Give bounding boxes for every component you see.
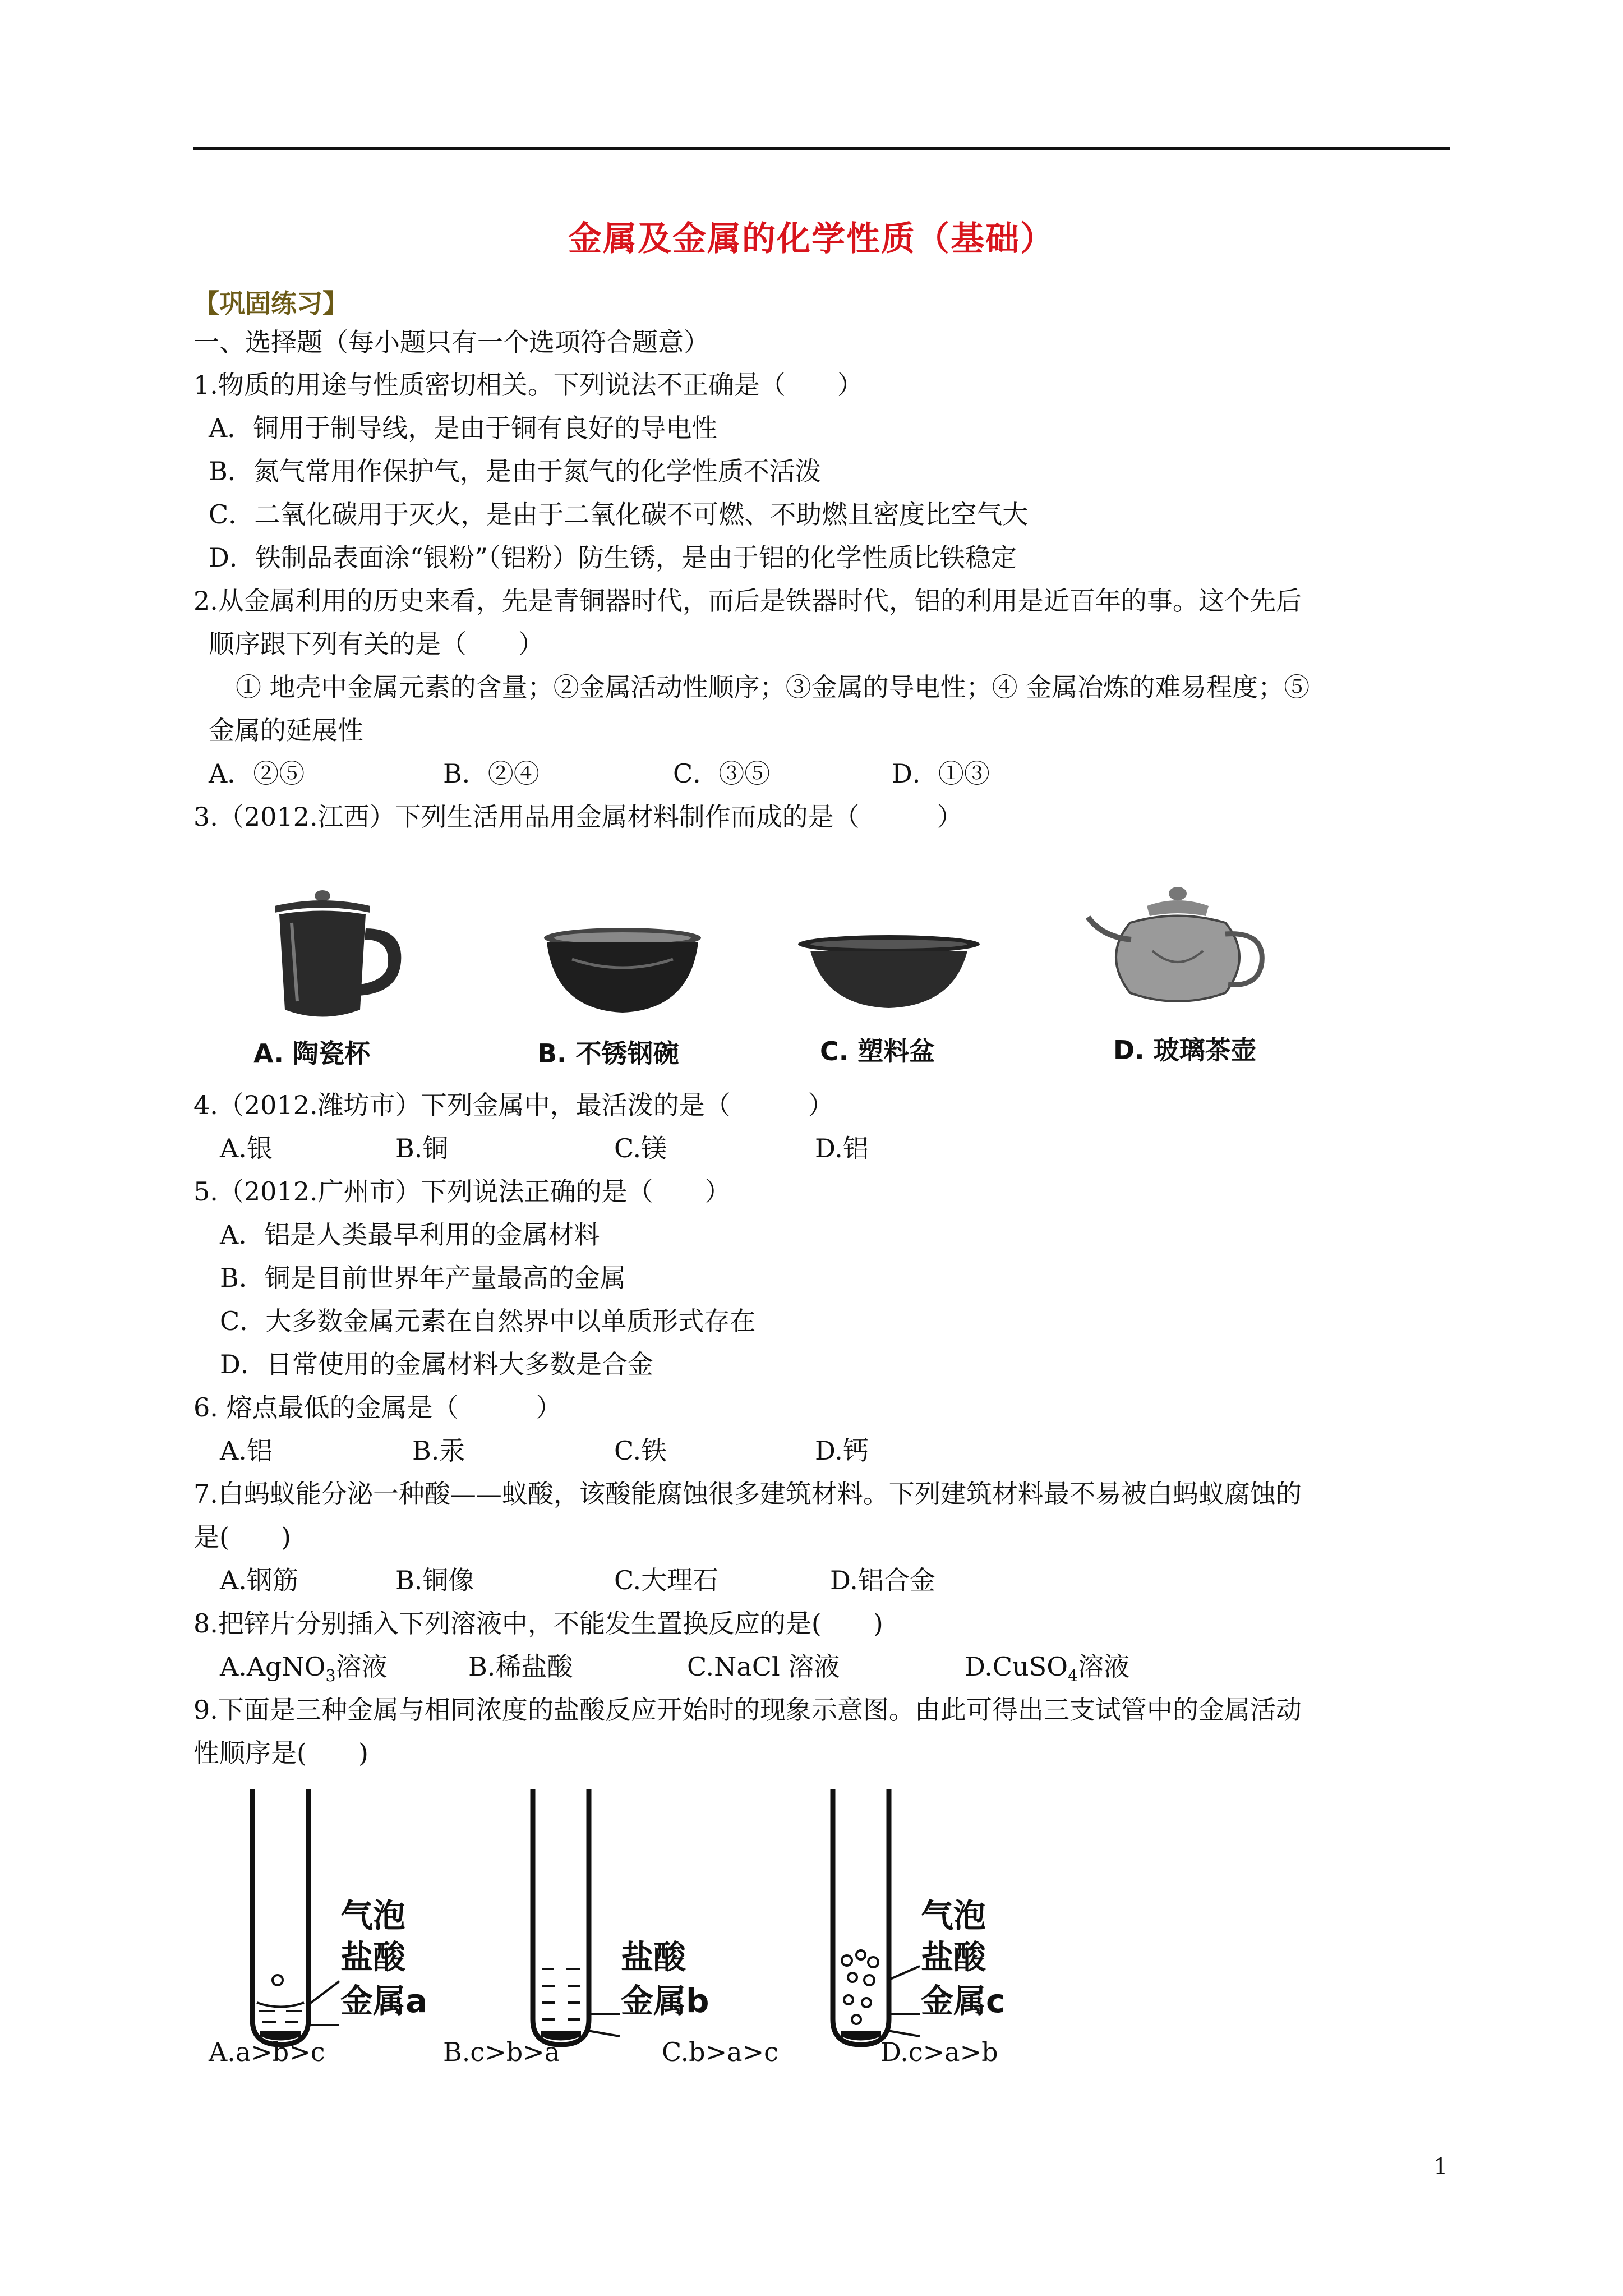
q8-option-a[interactable] [220,1650,388,1693]
q2-option-b[interactable]: B．②④ [443,758,540,789]
q7-option-b[interactable]: B.铜像 [395,1565,474,1595]
q4-option-a[interactable]: A.银 [220,1133,273,1163]
q5-option-d[interactable]: D．日常使用的金属材料大多数是合金 [220,1349,653,1379]
q2-option-a[interactable]: A．②⑤ [209,758,305,789]
tube-c-acid-label: 盐酸 [921,1938,986,1976]
q2-options [0,757,1623,790]
q8-option-a-prefix: A.AgNO [220,1651,326,1682]
q3-caption-c[interactable]: C. 塑料盆 [820,1036,935,1066]
q1-option-a[interactable]: A．铜用于制导线，是由于铜有良好的导电性 [209,413,718,443]
q3-caption-b[interactable]: B. 不锈钢碗 [537,1038,679,1069]
q9-option-b[interactable]: B.c>b>a [443,2037,560,2067]
q8-option-d-prefix: D.CuSO [965,1651,1068,1682]
q7-option-c[interactable]: C.大理石 [614,1565,719,1595]
q2-detail-line1: ① 地壳中金属元素的含量；②金属活动性顺序；③金属的导电性；④ 金属冶炼的难易程度；⑤ [236,672,1310,702]
q4-option-b[interactable]: B.铜 [395,1133,449,1163]
q6-option-b[interactable]: B.汞 [412,1435,465,1466]
q1-option-d[interactable]: D．铁制品表面涂“银粉”（铝粉）防生锈，是由于铝的化学性质比铁稳定 [209,542,1017,573]
test-tube-c [822,1789,900,2053]
q8-option-b[interactable]: B.稀盐酸 [468,1651,573,1682]
q9-stem-line1: 9.下面是三种金属与相同浓度的盐酸反应开始时的现象示意图。由此可得出三支试管中的金属活动 [193,1695,1302,1725]
q7-stem-line2: 是( ) [193,1522,291,1552]
q7-option-d[interactable]: D.铝合金 [830,1565,935,1595]
q8-options [0,1650,1623,1686]
q7-options [0,1563,1623,1597]
test-tube-a [241,1789,320,2053]
tube-a-bubble-label: 气泡 [340,1897,406,1935]
q5-option-b[interactable]: B．铜是目前世界年产量最高的金属 [220,1263,626,1293]
ceramic-cup-image [264,884,409,1027]
q5-option-c[interactable]: C．大多数金属元素在自然界中以单质形式存在 [220,1306,756,1336]
q4-stem: 4.（2012.潍坊市）下列金属中，最活泼的是（ ） [193,1090,834,1120]
q4-option-d[interactable]: D.铝 [815,1133,869,1163]
q3-stem: 3.（2012.江西）下列生活用品用金属材料制作而成的是（ ） [193,802,963,832]
q2-stem-line2: 顺序跟下列有关的是（ ） [209,629,544,659]
q9-option-a[interactable]: A.a>b>c [209,2037,325,2067]
q8-option-d[interactable] [965,1650,1129,1693]
q2-detail-line2: 金属的延展性 [209,715,363,746]
q9-stem-line2: 性顺序是( ) [193,1738,368,1768]
q6-options [0,1434,1623,1467]
q8-option-c[interactable]: C.NaCl 溶液 [687,1651,840,1682]
part-heading: 一、选择题（每小题只有一个选项符合题意） [193,327,709,357]
stainless-bowl-image [538,926,707,1018]
q6-stem: 6. 熔点最低的金属是（ ） [193,1392,562,1423]
q5-stem: 5.（2012.广州市）下列说法正确的是（ ） [193,1176,731,1207]
q4-option-c[interactable]: C.镁 [614,1133,667,1163]
tube-b-metal-label: 金属b [621,1982,709,2020]
tube-a-metal-label: 金属a [340,1982,428,2020]
q3-caption-a[interactable]: A. 陶瓷杯 [253,1038,370,1069]
q3-caption-d[interactable]: D. 玻璃茶壶 [1113,1035,1257,1065]
tube-c-metal-label: 金属c [921,1982,1006,2020]
header-rule [193,147,1450,150]
q9-option-c[interactable]: C.b>a>c [662,2037,778,2067]
q1-option-b[interactable]: B．氮气常用作保护气，是由于氮气的化学性质不活泼 [209,456,821,486]
q8-option-d-suffix: 溶液 [1078,1651,1130,1682]
q8-option-a-suffix: 溶液 [335,1651,388,1682]
q4-options [0,1131,1623,1165]
q7-option-a[interactable]: A.钢筋 [220,1565,298,1595]
q2-stem-line1: 2.从金属利用的历史来看，先是青铜器时代，而后是铁器时代，铝的利用是近百年的事。这个先后 [193,586,1302,616]
q8-option-d-subscript: 4 [1067,1667,1078,1686]
q9-option-d[interactable]: D.c>a>b [880,2037,998,2067]
q2-option-d[interactable]: D．①③ [892,758,990,789]
q8-stem: 8.把锌片分别插入下列溶液中，不能发生置换反应的是( ) [193,1608,883,1639]
q8-option-a-subscript: 3 [325,1667,336,1686]
q6-option-d[interactable]: D.钙 [815,1435,869,1466]
q9-options [0,2035,1623,2069]
glass-teapot-image [1085,884,1276,1010]
tube-b-acid-label: 盐酸 [621,1938,686,1976]
q6-option-c[interactable]: C.铁 [614,1435,667,1466]
tube-a-acid-label: 盐酸 [340,1938,406,1976]
q7-stem-line1: 7.白蚂蚁能分泌一种酸——蚁酸，该酸能腐蚀很多建筑材料。下列建筑材料最不易被白蚂蚁腐蚀的 [193,1479,1302,1509]
section-heading: 【巩固练习】 [193,288,348,319]
page-title: 金属及金属的化学性质（基础） [568,219,1055,259]
q1-option-c[interactable]: C．二氧化碳用于灭火，是由于二氧化碳不可燃、不助燃且密度比空气大 [209,499,1029,530]
q1-stem: 1.物质的用途与性质密切相关。下列说法不正确是（ ） [193,370,863,400]
tube-c-bubble-label: 气泡 [921,1897,986,1935]
plastic-basin-image [796,934,981,1013]
q2-option-c[interactable]: C．③⑤ [673,758,771,789]
page-number: 1 [1433,2154,1448,2180]
q5-option-a[interactable]: A．铝是人类最早利用的金属材料 [220,1220,600,1250]
test-tube-b [522,1789,600,2053]
q6-option-a[interactable]: A.铝 [220,1435,273,1466]
